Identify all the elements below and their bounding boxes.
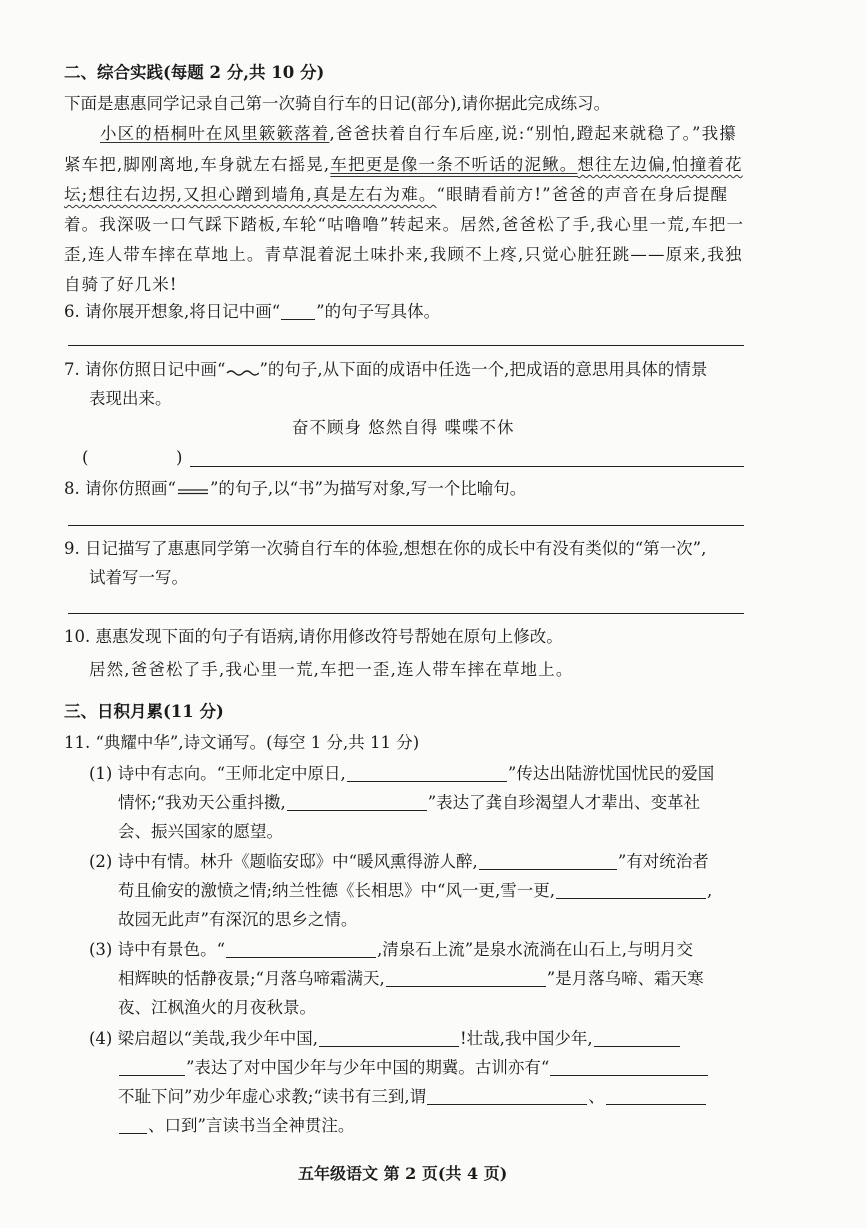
blank-10[interactable]: [427, 1088, 587, 1105]
blank-6[interactable]: [386, 970, 546, 987]
question-6: 6. 请你展开想象,将日记中画“ ”的句子写具体。: [64, 302, 441, 321]
section3-heading: 三、日积月累(11 分): [64, 702, 224, 721]
q11-part2-line3: 故园无此声”有深沉的思乡之情。: [118, 910, 358, 929]
diary-line-5: 歪,连人带车摔在草地上。青草混着泥土味扑来,我顾不上疼,只觉心脏狂跳——原来,我独: [64, 245, 743, 264]
answer-line-q8[interactable]: [68, 525, 744, 526]
diary-line-1: 小区的梧桐叶在风里簌簌落着,爸爸扶着自行车后座,说:“别怕,蹬起来就稳了。”我攥: [100, 124, 737, 143]
paren-close: ): [176, 448, 183, 467]
q11-part1-line2: 情怀;“我劝天公重抖擞, ”表达了龚自珍渴望人才辈出、变革社: [118, 793, 701, 812]
answer-line-q6[interactable]: [68, 345, 744, 346]
blank-8b[interactable]: [119, 1059, 185, 1076]
blank-1[interactable]: [347, 765, 507, 782]
double-underlined-sentence: 车把更是像一条不听话的泥鳅。: [330, 155, 578, 174]
wavy-underline-symbol: [225, 362, 259, 376]
q11-part3-line1: (3) 诗中有景色。“ ,清泉石上流”是泉水流淌在山石上,与明月交: [89, 940, 693, 959]
paren-open: (: [82, 448, 89, 467]
question-9-cont: 试着写一写。: [89, 568, 188, 587]
single-underlined-sentence: 小区的梧桐叶在风里簌簌落着: [100, 124, 330, 143]
question-10-sentence: 居然,爸爸松了手,我心里一荒,车把一歪,连人带车摔在草地上。: [89, 660, 574, 679]
q11-part1-line3: 会、振兴国家的愿望。: [118, 822, 283, 841]
q11-part3-line3: 夜、江枫渔火的月夜秋景。: [118, 998, 316, 1017]
q11-part4-line4: 、口到”言读书当全神贯注。: [118, 1115, 354, 1137]
q11-part4-line3: 不耻下问”劝少年虚心求教;“读书有三到,谓 、: [118, 1086, 707, 1108]
q11-part4-line1: (4) 梁启超以“美哉,我少年中国, !壮哉,我中国少年,: [89, 1028, 681, 1050]
wavy-underlined-sentence-part2: 坛;想往右边拐,又担心蹭到墙角,真是左右为难。: [64, 185, 437, 204]
answer-line-q7[interactable]: [190, 466, 744, 467]
answer-line-q9[interactable]: [68, 613, 744, 614]
blank-9[interactable]: [550, 1059, 708, 1076]
double-underline-symbol: [176, 481, 210, 495]
diary-line-3: 坛;想往右边拐,又担心蹭到墙角,真是左右为难。“眼睛看前方!”爸爸的声音在身后提醒: [64, 185, 729, 204]
question-7: 7. 请你仿照日记中画“ ”的句子,从下面的成语中任选一个,把成语的意思用具体的情景: [64, 360, 708, 379]
blank-11a[interactable]: [606, 1088, 706, 1105]
blank-4[interactable]: [556, 882, 706, 899]
page-footer: 五年级语文 第 2 页(共 4 页): [298, 1164, 508, 1183]
blank-3[interactable]: [479, 853, 617, 870]
idiom-options: 奋不顾身 悠然自得 喋喋不休: [292, 418, 515, 437]
diary-line-6: 自骑了好几米!: [64, 275, 178, 294]
question-10: 10. 惠惠发现下面的句子有语病,请你用修改符号帮她在原句上修改。: [64, 627, 563, 646]
q11-part4-line2: ”表达了对中国少年与少年中国的期冀。古训亦有“: [118, 1057, 709, 1079]
q11-part1-line1: (1) 诗中有志向。“王师北定中原日, ”传达出陆游忧国忧民的爱国: [89, 764, 715, 783]
blank-11b[interactable]: [119, 1117, 147, 1134]
section2-heading: 二、综合实践(每题 2 分,共 10 分): [64, 63, 325, 82]
blank-5[interactable]: [226, 941, 376, 958]
wavy-underlined-sentence-part1: 想往左边偏,怕撞着花: [577, 155, 743, 174]
question-7-cont: 表现出来。: [89, 389, 172, 408]
blank-7[interactable]: [319, 1030, 459, 1047]
blank-8a[interactable]: [594, 1030, 680, 1047]
question-8: 8. 请你仿照画“ ”的句子,以“书”为描写对象,写一个比喻句。: [64, 479, 527, 498]
q11-part2-line1: (2) 诗中有情。林升《题临安邸》中“暖风熏得游人醉, ”有对统治者: [89, 852, 709, 871]
single-underline-symbol: [281, 303, 315, 320]
q11-part3-line2: 相辉映的恬静夜景;“月落乌啼霜满天, ”是月落乌啼、霜天寒: [118, 969, 704, 988]
section2-intro: 下面是惠惠同学记录自己第一次骑自行车的日记(部分),请你据此完成练习。: [64, 94, 611, 113]
question-9: 9. 日记描写了惠惠同学第一次骑自行车的体验,想想在你的成长中有没有类似的“第一次”,: [64, 539, 707, 558]
blank-2[interactable]: [287, 794, 427, 811]
diary-line-2: 紧车把,脚刚离地,车身就左右摇晃,车把更是像一条不听话的泥鳅。想往左边偏,怕撞着花: [64, 155, 743, 174]
q11-part2-line2: 苟且偷安的激愤之情;纳兰性德《长相思》中“风一更,雪一更, ,: [118, 881, 713, 900]
diary-line-4: 着。我深吸一口气踩下踏板,车轮“咕噜噜”转起来。居然,爸爸松了手,我心里一荒,车把一: [64, 215, 745, 234]
question-11: 11. “典耀中华”,诗文诵写。(每空 1 分,共 11 分): [64, 733, 420, 752]
